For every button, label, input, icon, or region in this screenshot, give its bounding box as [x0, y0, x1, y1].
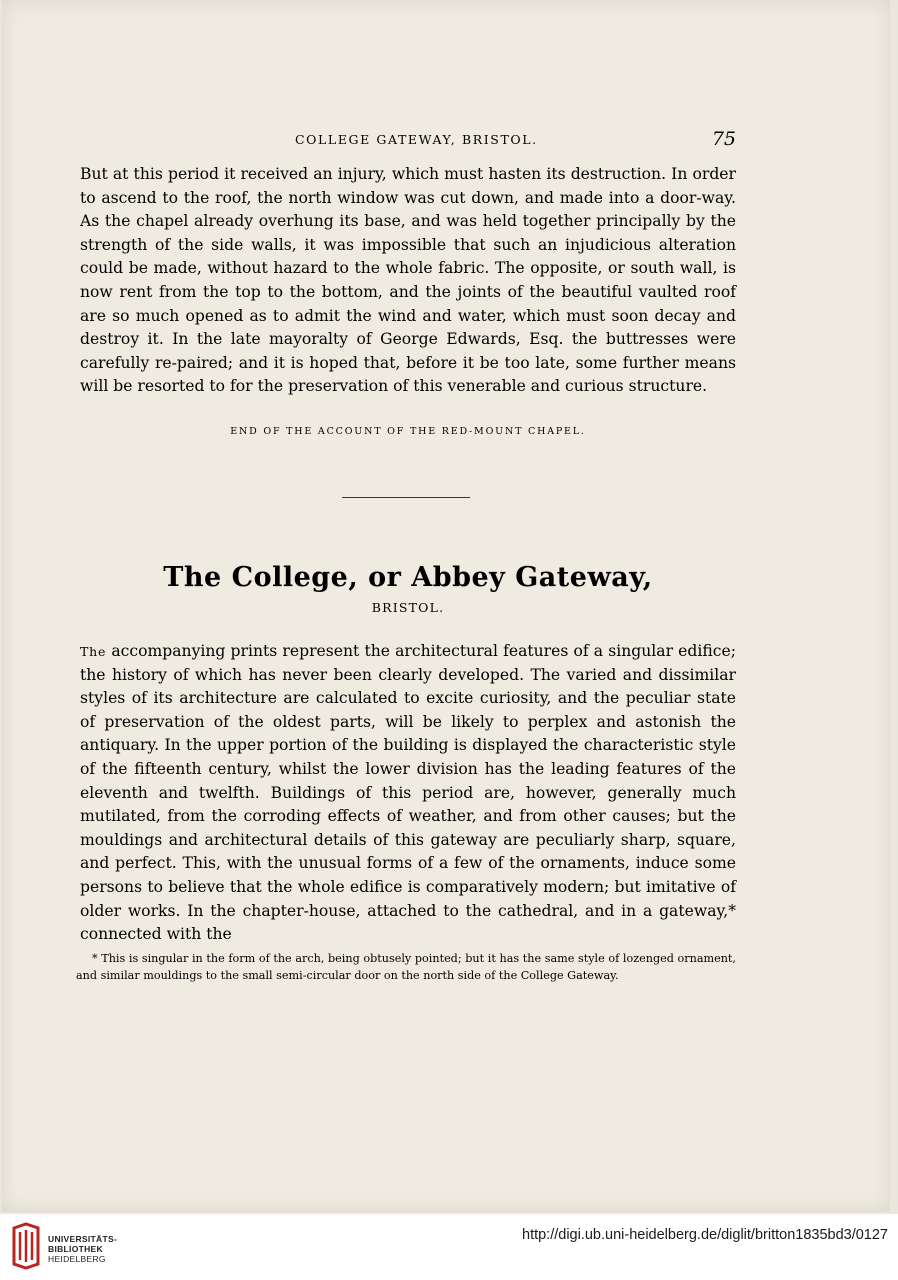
- running-title: COLLEGE GATEWAY, BRISTOL.: [295, 132, 538, 147]
- page-number: 75: [711, 128, 736, 150]
- section-divider: [342, 497, 470, 498]
- footnote: * This is singular in the form of the arch, being obtusely pointed; but it has the same style of lozenged ornament, and similar mouldings to the small semi-circular door on the north side of the College Gateway.: [76, 952, 736, 982]
- running-head: [80, 130, 736, 150]
- logo-text-line: HEIDELBERG: [48, 1254, 106, 1264]
- section-title: The College, or Abbey Gateway,: [163, 562, 653, 593]
- library-logo[interactable]: [10, 1222, 120, 1272]
- opening-word: The: [80, 644, 107, 659]
- university-library-logo-icon: [10, 1222, 42, 1270]
- paragraph-red-mount-chapel: But at this period it received an injury, which must hasten its destruction. In order to ascend to the roof, the north window was cut down, and made into a door-way. As the chapel already overhung its base, and was held together principally by the strength of the side walls, it was impossible that such an injudicious alteration could be made, without hazard to the whole fabric. The opposite, or south wall, is now rent from the top to the bottom, and the joints of the beautiful vaulted roof are so much opened as to admit the wind and water, which must soon decay and destroy it. In the late mayoralty of George Edwards, Esq. the buttresses were carefully re-paired; and it is hoped that, before it be too late, some further means will be resorted to for the preservation of this venerable and curious structure.: [80, 165, 736, 396]
- paragraph-body: accompanying prints represent the architectural features of a singular edifice; the history of which has never been clearly developed. The varied and dissimilar styles of its architecture are calculated to excite curiosity, and the peculiar state of preservation of the oldest parts, will be likely to perplex and astonish the antiquary. In the upper portion of the building is displayed the characteristic style of the fifteenth century, whilst the lower division has the leading features of the eleventh and twelfth. Buildings of this period are, however, generally much mutilated, from the corroding effects of weather, and from other causes; but the mouldings and architectural details of this gateway are peculiarly sharp, square, and perfect. This, with the unusual forms of a few of the ornaments, induce some persons to believe that the whole edifice is comparatively modern; but imitative of older works. In the chapter-house, attached to the cathedral, and in a gateway,* connected with the: [80, 642, 736, 944]
- end-of-account-note: END OF THE ACCOUNT OF THE RED-MOUNT CHAPEL.: [230, 426, 586, 437]
- logo-text-line: UNIVERSITÄTS-: [48, 1234, 118, 1244]
- logo-text-line: BIBLIOTHEK: [48, 1244, 103, 1254]
- source-url-link[interactable]: http://digi.ub.uni-heidelberg.de/diglit/britton1835bd3/0127: [522, 1227, 888, 1243]
- section-subtitle: BRISTOL.: [371, 600, 445, 615]
- footer-bar: [0, 1214, 898, 1280]
- paragraph-college-gateway: [80, 640, 736, 947]
